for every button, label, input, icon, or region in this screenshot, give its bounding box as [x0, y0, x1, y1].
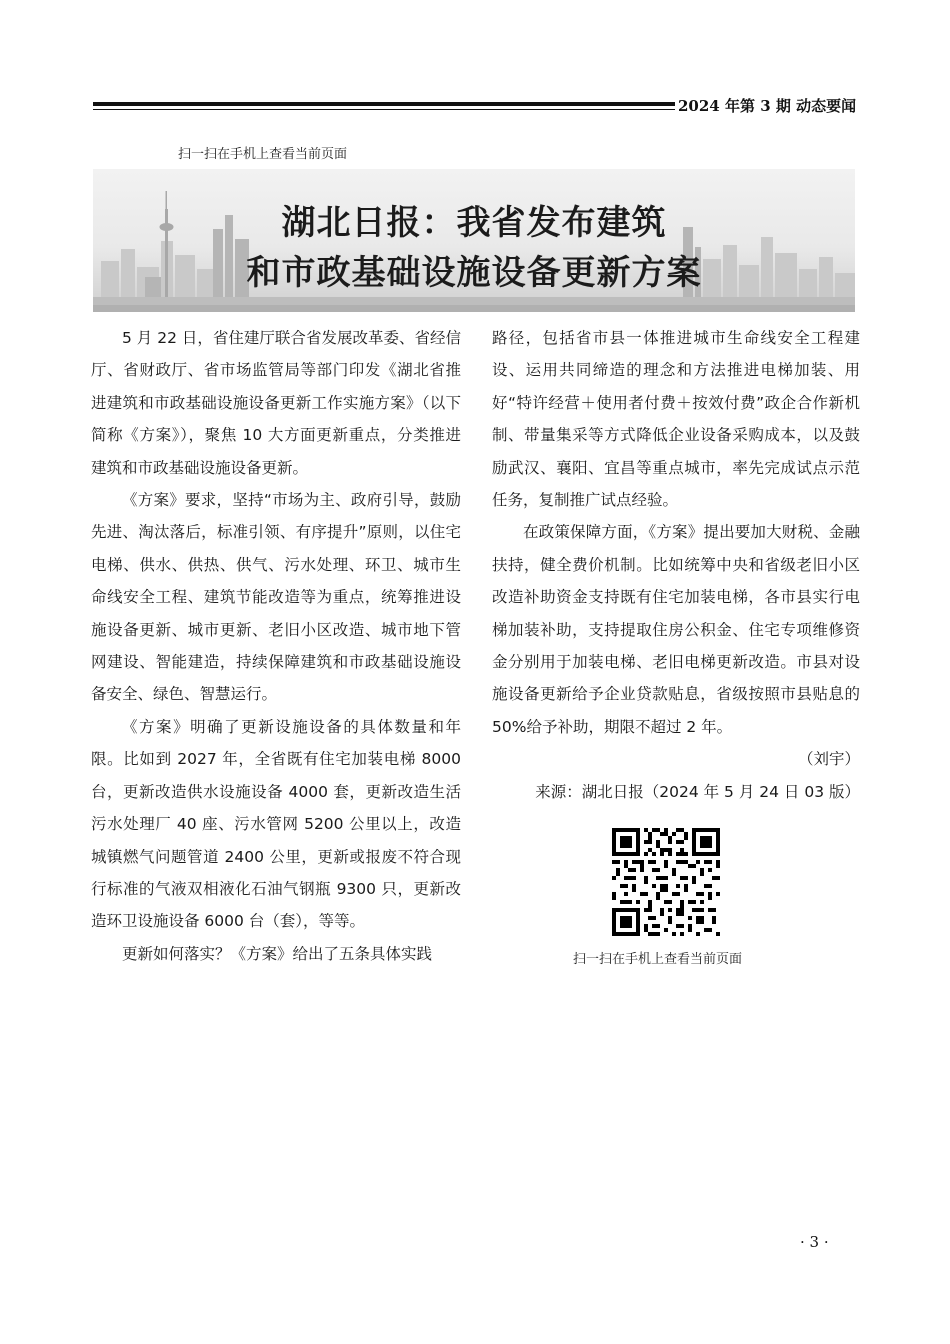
scan-hint-bottom: 扫一扫在手机上查看当前页面	[573, 952, 743, 967]
header-rule-thin	[93, 109, 675, 110]
qr-code-graphic	[612, 828, 720, 936]
paragraph-paths-continued: 路径，包括省市县一体推进城市生命线安全工程建设、运用共同缔造的理念和方法推进电梯加装、用好“特许经营＋使用者付费＋按效付费”政企合作新机制、带量集采等方式降低企业设备采购成本，以及鼓励武汉、襄阳、宜昌等重点城市，率先完成试点示范任务，复制推广试点经验。	[492, 329, 860, 510]
article-column-right	[492, 322, 860, 808]
article-column-left	[91, 322, 461, 970]
issue-label: 2024 年第 3 期 动态要闻	[678, 97, 857, 115]
article-title-line1: 湖北日报：我省发布建筑	[281, 203, 667, 243]
header-rule	[93, 102, 675, 106]
article-source: 来源：湖北日报（2024 年 5 月 24 日 03 版）	[535, 782, 860, 801]
article-title-line2: 和市政基础设施设备更新方案	[246, 253, 702, 293]
paragraph-targets: 《方案》明确了更新设施设备的具体数量和年限。比如到 2027 年，全省既有住宅加装电梯 8000 台，更新改造供水设施设备 4000 套，更新改造生活污水处理厂 40 座、污水管网 5200 公里以上，改造城镇燃气问题管道 2400 公里，更新或报废不符合现行标准的气液双相液化石油气钢瓶 9300 只，更新改造环卫设施设备 6000 台（套），等等。	[91, 717, 461, 931]
paragraph-policy-support: 在政策保障方面，《方案》提出要加大财税、金融扶持，健全费价机制。比如统筹中央和省级老旧小区改造补助资金支持既有住宅加装电梯，各市县实行电梯加装补助，支持提取住房公积金、住宅专项维修资金分别用于加装电梯、老旧电梯更新改造。市县对设施设备更新给予企业贷款贴息，省级按照市县贴息的 50%给予补助，期限不超过 2 年。	[492, 523, 860, 736]
scan-hint-top: 扫一扫在手机上查看当前页面	[178, 147, 348, 162]
title-banner	[93, 169, 855, 312]
paragraph-principles: 《方案》要求，坚持“市场为主、政府引导，鼓励先进、淘汰落后，标准引领、有序提升”原则，以住宅电梯、供水、供热、供气、污水处理、环卫、城市生命线安全工程、建筑节能改造等为重点，统筹推进设施设备更新、城市更新、老旧小区改造、城市地下管网建设、智能建造，持续保障建筑和市政基础设施设备安全、绿色、智慧运行。	[91, 491, 461, 704]
page-number: · 3 ·	[800, 1233, 829, 1251]
qr-code-icon[interactable]	[612, 828, 720, 936]
article-author: （刘宇）	[797, 750, 860, 769]
paragraph-intro: 5 月 22 日，省住建厅联合省发展改革委、省经信厅、省财政厅、省市场监管局等部门印发《湖北省推进建筑和市政基础设施设备更新工作实施方案》（以下简称《方案》），聚焦 10 大方面更新重点，分类推进建筑和市政基础设施设备更新。	[91, 329, 461, 477]
paragraph-paths-start: 更新如何落实？《方案》给出了五条具体实践	[122, 944, 433, 963]
